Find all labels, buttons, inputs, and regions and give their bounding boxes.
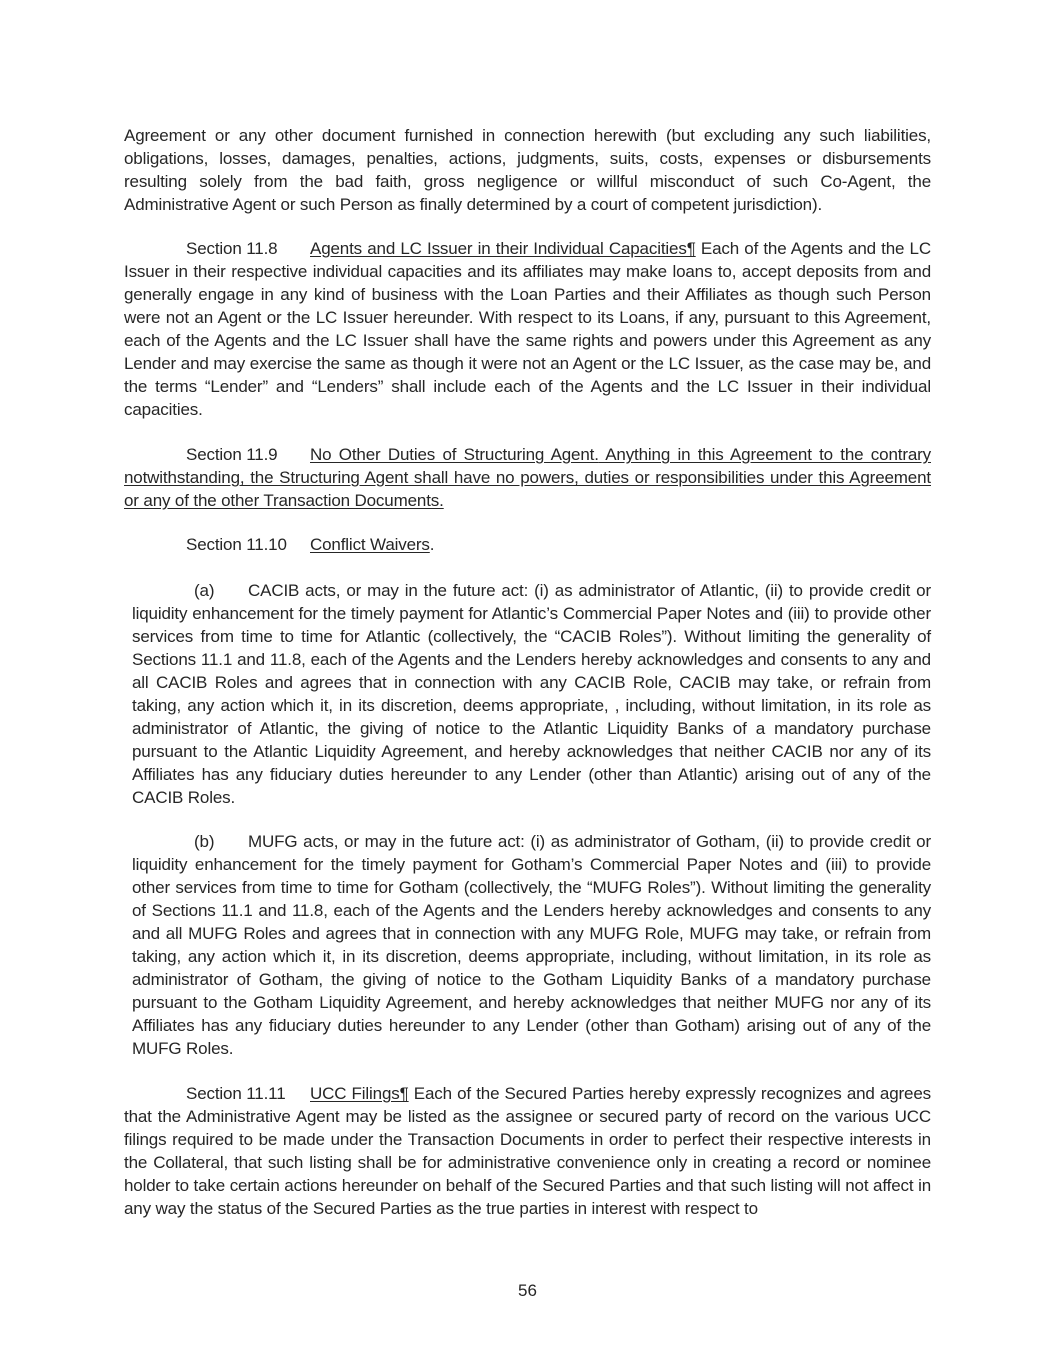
sub-b-label: (b) <box>194 832 215 851</box>
section-11-10-sub-a <box>132 579 931 809</box>
intro-paragraph: Agreement or any other document furnished in connection herewith (but excluding any such liabilities, obligations, losses, damages, penalties, actions, judgments, suits, costs, expenses or disbursements resulting solely from the bad faith, gross negligence or willful misconduct of such Co-Agent, the Administrative Agent or such Person as finally determined by a court of competent jurisdiction). <box>124 126 931 214</box>
section-11-9 <box>124 443 931 512</box>
sub-a-label: (a) <box>194 581 215 600</box>
section-11-9-number: Section 11.9 <box>186 445 278 464</box>
section-11-8-number: Section 11.8 <box>186 239 278 258</box>
section-11-10-title-suffix: . <box>429 535 435 554</box>
section-11-10-title: Conflict Waivers <box>310 535 430 554</box>
section-11-8-title: Agents and LC Issuer in their Individual Capacities¶ <box>310 239 696 258</box>
page-number: 56 <box>518 1281 537 1300</box>
section-11-10-number: Section 11.10 <box>186 535 287 554</box>
section-11-9-title: No Other Duties of Structuring Agent. <box>310 445 599 464</box>
section-11-11-number: Section 11.11 <box>186 1084 286 1103</box>
sub-b-body: MUFG acts, or may in the future act: (i) as administrator of Gotham, (ii) to provide credit or liquidity enhancement for the timely payment for Gotham’s Commercial Paper Notes and (iii) to provide other services from time to time for Gotham (collectively, the “MUFG Roles”). Without limiting the generality of Sections 11.1 and 11.8, each of the Agents and the Lenders hereby acknowledges and consents to any and all MUFG Roles and agrees that in connection with any MUFG Role, MUFG may take, or refrain from taking, any action which it, in its discretion, deems appropriate, including, without limitation, in its role as administrator of Gotham, the giving of notice to the Gotham Liquidity Banks of a mandatory purchase pursuant to the Gotham Liquidity Agreement, and hereby acknowledges that neither MUFG nor any of its Affiliates has any fiduciary duties hereunder to any Lender (other than Gotham) arising out of any of the MUFG Roles. <box>132 832 931 1058</box>
sub-a-body: CACIB acts, or may in the future act: (i) as administrator of Atlantic, (ii) to provide credit or liquidity enhancement for the timely payment for Atlantic’s Commercial Paper Notes and (iii) to provide other services from time to time for Atlantic (collectively, the “CACIB Roles”). Without limiting the generality of Sections 11.1 and 11.8, each of the Agents and the Lenders hereby acknowledges and consents to any and all CACIB Roles and agrees that in connection with any CACIB Role, CACIB may take, or refrain from taking, any action which it, in its discretion, deems appropriate, , including, without limitation, in its role as administrator of Atlantic, the giving of notice to the Atlantic Liquidity Banks of a mandatory purchase pursuant to the Atlantic Liquidity Agreement, and hereby acknowledges that neither CACIB nor any of its Affiliates has any fiduciary duties hereunder to any Lender (other than Atlantic) arising out of any of the CACIB Roles. <box>132 581 931 807</box>
section-11-10-heading <box>124 533 931 556</box>
section-11-11 <box>124 1082 931 1220</box>
section-11-8-body: Each of the Agents and the LC Issuer in their respective individual capacities and its affiliates may make loans to, accept deposits from and generally engage in any kind of business with the Loan Parties and their Affiliates as though such Person were not an Agent or the LC Issuer hereunder. With respect to its Loans, if any, pursuant to this Agreement, each of the Agents and the LC Issuer shall have the same rights and powers under this Agreement as any Lender and may exercise the same as though it were not an Agent or the LC Issuer, as the case may be, and the terms “Lender” and “Lenders” shall include each of the Agents and the LC Issuer in their individual capacities. <box>124 239 931 419</box>
section-11-11-body: Each of the Secured Parties hereby expressly recognizes and agrees that the Administrative Agent may be listed as the assignee or secured party of record on the various UCC filings required to be made under the Transaction Documents in order to perfect their respective interests in the Collateral, that such listing shall be for administrative convenience only in creating a record or nominee holder to take certain actions hereunder on behalf of the Secured Parties and that such listing will not affect in any way the status of the Secured Parties as the true parties in interest with respect to <box>124 1084 931 1218</box>
section-11-9-body: Anything in this Agreement to the contrary notwithstanding, the Structuring Agent shall have no powers, duties or responsibilities under this Agreement or any of the other Transaction Documents. <box>124 445 931 510</box>
section-11-10-sub-b <box>132 830 931 1060</box>
section-11-8 <box>124 237 931 421</box>
section-11-11-title: UCC Filings¶ <box>310 1084 409 1103</box>
